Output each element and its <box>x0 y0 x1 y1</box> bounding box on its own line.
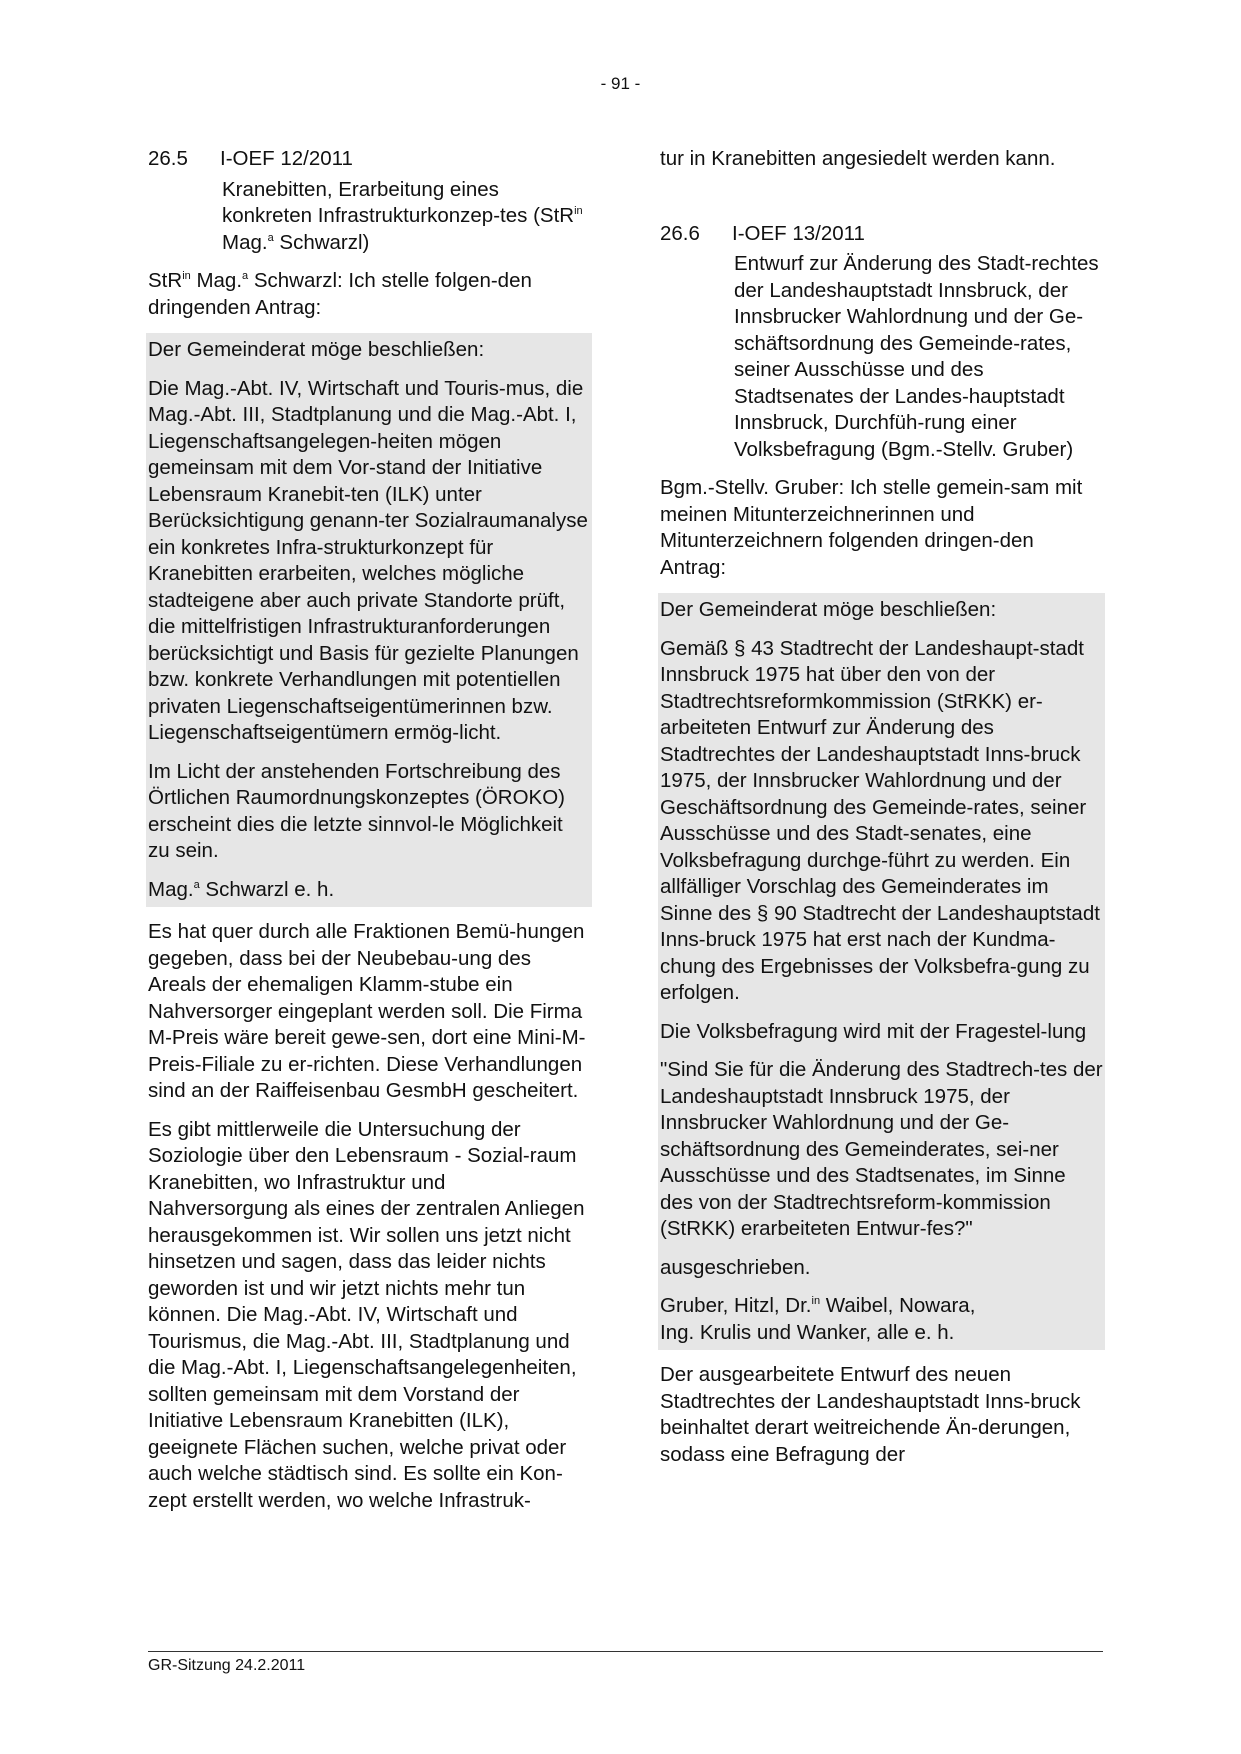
motion-paragraph: Gemäß § 43 Stadtrecht der Landeshaupt-stadt Innsbruck 1975 hat über den von der Stadtrechtsreformkommission (StRKK) er-arbeiteten Entwurf zur Änderung des Stadtrechtes der Landeshauptstadt Inns-bruck 1975, der Innsbrucker Wahlordnung und der Geschäftsordnung des Gemeinde-rates, seiner Ausschüsse und des Stadt-senates, eine Volksbefragung durchge-führt zu werden. Ein allfälliger Vorschlag des Gemeinderates im Sinne des § 90 Stadtrecht der Landeshauptstadt Inns-bruck 1975 hat erst nach der Kundma-chung des Ergebnisses der Volksbefra-gung zu erfolgen. <box>660 636 1100 1004</box>
item-code: I-OEF 12/2011 <box>220 147 353 170</box>
item-subject: Kranebitten, Erarbeitung eines konkreten Infrastrukturkonzep-tes (StR$^{in}$ Mag.$^a$ Schwarzl) <box>222 177 583 254</box>
page-number: - 91 - <box>600 74 641 93</box>
footer-divider <box>148 1651 1103 1652</box>
agenda-item-header <box>660 221 1103 248</box>
item-subject: Entwurf zur Änderung des Stadt-rechtes der Landeshauptstadt Innsbruck, der Innsbrucker Wahlordnung und der Ge-schäftsordnung des Gemeinde-rates, seiner Ausschüsse und des Stadtsenates der Landes-hauptstadt Innsbruck, Durchfüh-rung einer Volksbefragung (Bgm.-Stellv. Gruber) <box>734 252 1099 461</box>
body-paragraph: Es gibt mittlerweile die Untersuchung der Soziologie über den Lebensraum - Sozial-raum Kranebitten, wo Infrastruktur und Nahversorgung als eines der zentralen Anliegen herausgekommen ist. Wir sollen uns jetzt nicht hinsetzen und sagen, dass das leider nichts geworden ist und wir jetzt nichts mehr tun können. Die Mag.-Abt. IV, Wirtschaft und Tourismus, die Mag.-Abt. III, Stadtplanung und die Mag.-Abt. I, Liegenschaftsangelegenheiten, sollten gemeinsam mit dem Vorstand der Initiative Lebensraum Kranebitten (ILK), geeignete Flächen suchen, welche privat oder auch welche städtisch sind. Es sollte ein Kon-zept erstellt werden, wo welche Infrastruk- <box>148 1117 585 1512</box>
motion-signature: Mag.$^a$ Schwarzl e. h. <box>148 877 335 901</box>
motion-heading: Der Gemeinderat möge beschließen: <box>660 598 997 621</box>
motion-intro: StR$^{in}$ Mag.$^a$ Schwarzl: Ich stelle folgen-den dringenden Antrag: <box>148 269 532 319</box>
motion-paragraph: ausgeschrieben. <box>660 1255 811 1279</box>
footer-text: GR-Sitzung 24.2.2011 <box>148 1657 306 1674</box>
motion-paragraph: Im Licht der anstehenden Fortschreibung des Örtlichen Raumordnungskonzeptes (ÖROKO) erscheint dies die letzte sinnvol-le Möglichkeit zu sein. <box>148 759 566 862</box>
motion-paragraph: Die Mag.-Abt. IV, Wirtschaft und Touris-mus, die Mag.-Abt. III, Stadtplanung und die Mag.-Abt. I, Liegenschaftsangelegen-heiten mögen gemeinsam mit dem Vor-stand der Initiative Lebensraum Kranebit-ten (ILK) unter Berücksichtigung genann-ter Sozialraumanalyse ein konkretes Infra-strukturkonzept für Kranebitten erarbeiten, welches mögliche stadteigene aber auch private Standorte prüft, die mittelfristigen Infrastrukturanforderungen berücksichtigt und Basis für gezielte Planungen bzw. konkrete Verhandlungen mit potentiellen privaten Liegenschaftseigentümerinnen bzw. Liegenschaftseigentümern ermög-licht. <box>148 376 588 744</box>
motion-box <box>146 333 592 907</box>
motion-box <box>658 593 1105 1350</box>
motion-paragraph: "Sind Sie für die Änderung des Stadtrech-tes der Landeshauptstadt Innsbruck 1975, der Innsbrucker Wahlordnung und der Ge-schäftsordnung des Gemeinderates, sei-ner Ausschüsse und des Stadtsenates, im Sinne des von der Stadtrechtsreform-kommission (StRKK) erarbeiteten Entwur-fes?" <box>660 1058 1103 1240</box>
continued-paragraph: tur in Kranebitten angesiedelt werden kann. <box>660 147 1056 170</box>
right-column <box>660 146 1103 1468</box>
item-number: 26.5 <box>148 147 188 170</box>
body-paragraph: Es hat quer durch alle Fraktionen Bemü-hungen gegeben, dass bei der Neubebau-ung des Areals der ehemaligen Klamm-stube ein Nahversorger eingeplant werden soll. Die Firma M-Preis wäre bereit gewe-sen, dort eine Mini-M-Preis-Filiale zu er-richten. Diese Verhandlungen sind an der Raiffeisenbau GesmbH gescheitert. <box>148 920 586 1102</box>
item-code: I-OEF 13/2011 <box>732 221 865 245</box>
motion-heading: Der Gemeinderat möge beschließen: <box>148 338 485 361</box>
motion-paragraph: Die Volksbefragung wird mit der Fragestel-lung <box>660 1019 1087 1043</box>
motion-intro: Bgm.-Stellv. Gruber: Ich stelle gemein-sam mit meinen Mitunterzeichnerinnen und Mitunterzeichnern folgenden dringen-den Antrag: <box>660 476 1083 579</box>
item-number: 26.6 <box>660 221 700 245</box>
motion-signature: Gruber, Hitzl, Dr.$^{in}$ Waibel, Nowara, Ing. Krulis und Wanker, alle e. h. <box>660 1294 976 1344</box>
left-column <box>148 146 590 1514</box>
body-paragraph: Der ausgearbeitete Entwurf des neuen Stadtrechtes der Landeshauptstadt Inns-bruck beinhaltet derart weitreichende Än-derungen, sodass eine Befragung der <box>660 1363 1081 1466</box>
agenda-item-header <box>148 146 590 173</box>
